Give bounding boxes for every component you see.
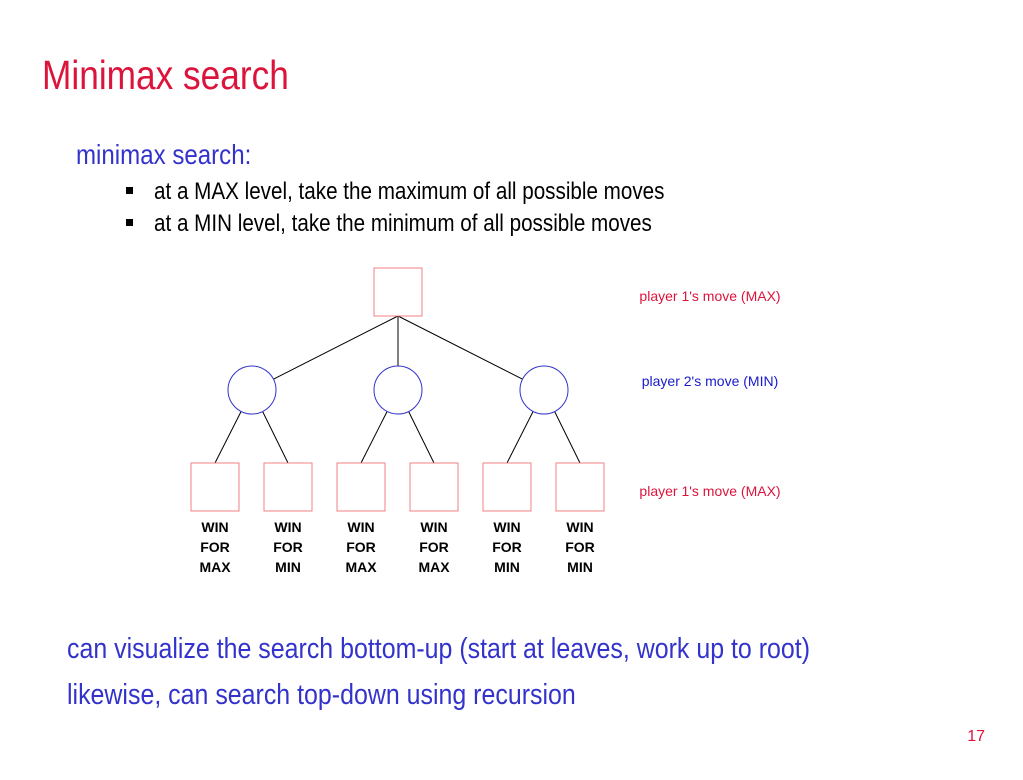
leaf-outcome-label: FOR [419, 539, 449, 555]
tree-edge [398, 316, 523, 379]
min-node [374, 366, 422, 414]
leaf-outcome-label: WIN [274, 519, 302, 535]
leaf-outcome-label: MIN [275, 559, 301, 575]
leaf-outcome-label: FOR [565, 539, 595, 555]
leaf-outcome-label: FOR [492, 539, 522, 555]
footer-line: can visualize the search bottom-up (start at leaves, work up to root) [67, 633, 811, 665]
leaf-outcome-label: MAX [199, 559, 231, 575]
tree-edge [263, 412, 288, 463]
leaf-outcome-label: WIN [420, 519, 448, 535]
tree-edge [273, 316, 398, 379]
max-node-root [374, 268, 422, 316]
tree-edge [409, 412, 434, 463]
leaf-outcome-label: WIN [566, 519, 594, 535]
intro-heading: minimax search: [76, 139, 252, 170]
level-label: player 2's move (MIN) [641, 373, 779, 389]
slide-title: Minimax search [42, 52, 289, 98]
leaf-outcome-label: WIN [201, 519, 229, 535]
tree-edge [361, 411, 387, 463]
level-label: player 1's move (MAX) [639, 483, 781, 499]
leaf-outcome-label: FOR [200, 539, 230, 555]
leaf-outcome-label: FOR [346, 539, 376, 555]
leaf-outcome-label: MAX [418, 559, 450, 575]
max-node-leaf [337, 463, 385, 511]
bullet-text: at a MIN level, take the minimum of all possible moves [154, 210, 652, 237]
leaf-outcome-label: WIN [347, 519, 375, 535]
leaf-outcome-label: MIN [567, 559, 593, 575]
leaf-outcome-label: FOR [273, 539, 303, 555]
page-number: 17 [967, 728, 985, 745]
leaf-outcome-label: MIN [494, 559, 520, 575]
level-label: player 1's move (MAX) [639, 288, 781, 304]
max-node-leaf [556, 463, 604, 511]
max-node-leaf [483, 463, 531, 511]
min-node [228, 366, 276, 414]
min-node [520, 366, 568, 414]
leaf-outcome-label: WIN [493, 519, 521, 535]
tree-edge [555, 412, 580, 463]
max-node-leaf [264, 463, 312, 511]
tree-edge [215, 411, 241, 463]
max-node-leaf [410, 463, 458, 511]
tree-edge [507, 411, 533, 463]
footer-line: likewise, can search top-down using recursion [67, 679, 576, 711]
max-node-leaf [191, 463, 239, 511]
bullet-text: at a MAX level, take the maximum of all possible moves [154, 178, 665, 205]
leaf-outcome-label: MAX [345, 559, 377, 575]
